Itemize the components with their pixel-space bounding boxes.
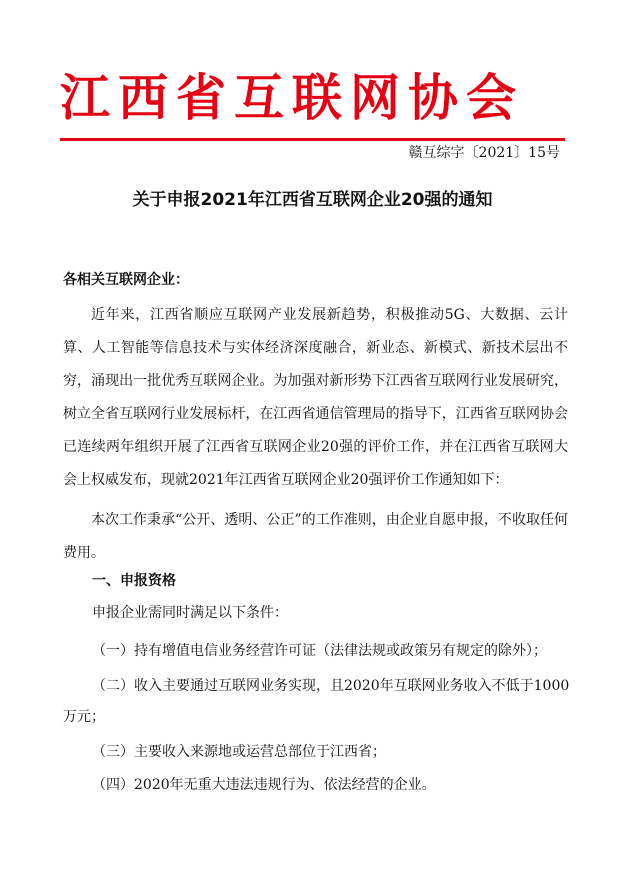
section-heading-eligibility: 一、申报资格 xyxy=(92,573,176,589)
org-letterhead-title: 江西省互联网协会 xyxy=(60,68,524,127)
eligibility-condition-3: （三）主要收入来源地或运营总部位于江西省； xyxy=(92,744,386,760)
eligibility-condition-2: （二）收入主要通过互联网业务实现，且2020年互联网业务收入不低于1000 xyxy=(92,678,570,694)
eligibility-condition-1: （一）持有增值电信业务经营许可证（法律法规或政策另有规定的除外）； xyxy=(92,643,547,659)
eligibility-intro: 申报企业需同时满足以下条件： xyxy=(92,605,288,621)
document-number: 赣互综字〔2021〕15号 xyxy=(408,145,560,161)
salutation: 各相关互联网企业： xyxy=(63,272,189,288)
body-paragraph-principle: 本次工作秉承“公开、透明、公正”的工作准则，由企业自愿申报，不收取任何费用。 xyxy=(63,512,568,561)
eligibility-condition-4: （四）2020年无重大违法违规行为、依法经营的企业。 xyxy=(92,777,436,793)
document-title: 关于申报2021年江西省互联网企业20强的通知 xyxy=(132,190,493,210)
body-paragraph-intro: 近年来，江西省顺应互联网产业发展新趋势，积极推动5G、大数据、云计算、人工智能等信息技术与实体经济深度融合，新业态、新模式、新技术层出不穷，涌现出一批优秀互联网企业。为加强对新形势下江西省互联网行业发展研究，树立全省互联网行业发展标杆，在江西省通信管理局的指导下，江西省互联网协会已连续两年组织开展了江西省互联网企业20强的评价工作，并在江西省互联网大会上权威发布，现就2021年江西省互联网企业20强评价工作通知如下： xyxy=(63,307,568,488)
eligibility-condition-2-continued: 万元； xyxy=(63,709,105,725)
